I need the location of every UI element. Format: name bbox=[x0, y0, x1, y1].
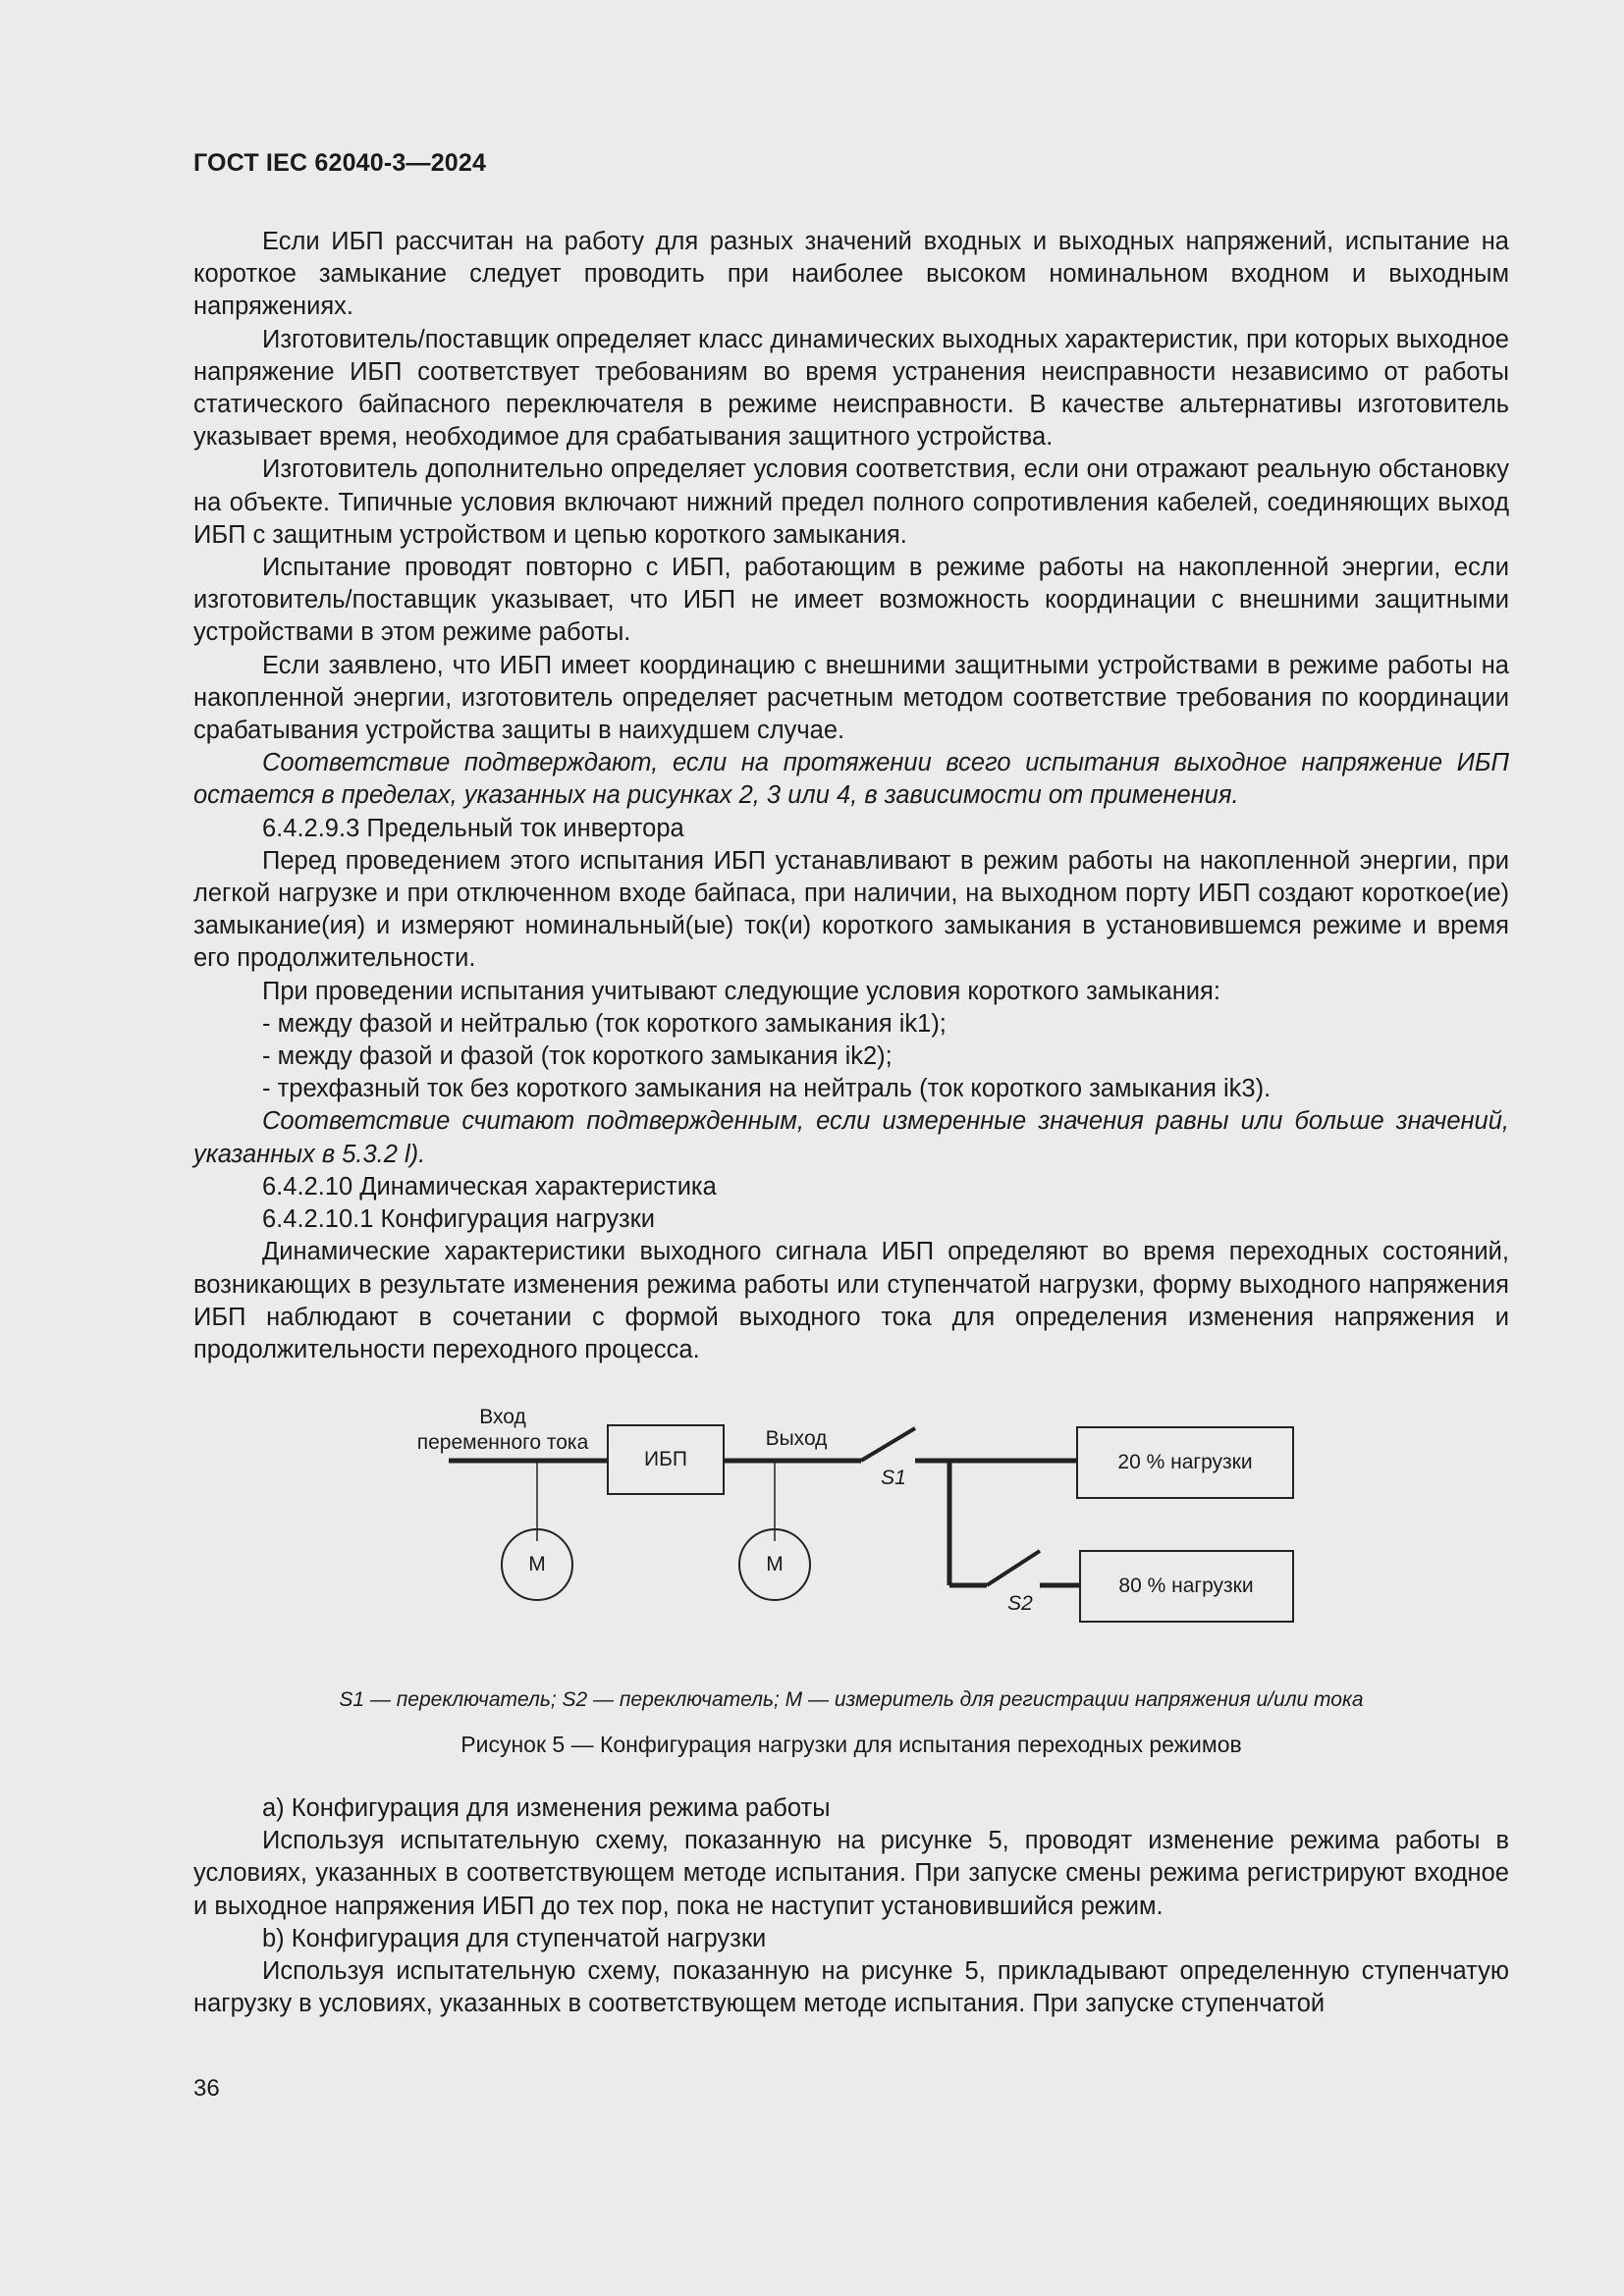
body-text bbox=[193, 226, 1509, 1366]
list-item-heading: а) Конфигурация для изменения режима работы bbox=[262, 1794, 831, 1822]
input-label-line2: переменного тока bbox=[416, 1431, 589, 1454]
paragraph: Если ИБП рассчитан на работу для разных значений входных и выходных напряжений, испытание на короткое замыкание следует проводить при наиболее высоком номинальном входном и выходным напряжениях. bbox=[193, 228, 1509, 321]
meter-1-label: M bbox=[528, 1553, 546, 1575]
load-80-label: 80 % нагрузки bbox=[1118, 1575, 1254, 1597]
section-heading: 6.4.2.9.3 Предельный ток инвертора bbox=[262, 814, 684, 842]
paragraph: Изготовитель дополнительно определяет условия соответствия, если они отражают реальную обстановку на объекте. Типичные условия включают нижний предел полного сопротивления кабелей, соединяющих выход ИБП с защитным устройством и цепью короткого замыкания. bbox=[193, 455, 1509, 549]
paragraph: Перед проведением этого испытания ИБП устанавливают в режим работы на накопленной энергии, при легкой нагрузке и при отключенном входе байпаса, при наличии, на выходном порту ИБП создают короткое(ие) замыкание(ия) и измеряют номинальный(ые) ток(и) короткого замыкания в установившемся режиме и время его продолжительности. bbox=[193, 846, 1509, 973]
load-20-label: 20 % нагрузки bbox=[1117, 1451, 1253, 1473]
section-heading: 6.4.2.10.1 Конфигурация нагрузки bbox=[262, 1205, 656, 1234]
section-heading: 6.4.2.10 Динамическая характеристика bbox=[262, 1172, 717, 1201]
circuit-diagram bbox=[193, 1394, 1509, 1688]
list-item: - трехфазный ток без короткого замыкания на нейтраль (ток короткого замыкания ik3). bbox=[262, 1075, 1272, 1103]
input-label-line1: Вход bbox=[479, 1406, 526, 1428]
paragraph: При проведении испытания учитывают следующие условия короткого замыкания: bbox=[262, 977, 1220, 1005]
list-item: - между фазой и нейтралью (ток короткого замыкания ik1); bbox=[262, 1009, 947, 1038]
paragraph: Динамические характеристики выходного сигнала ИБП определяют во время переходных состояний, возникающих в результате изменения режима работы или ступенчатой нагрузки, форму выходного напряжения ИБП наблюдают в сочетании с формой выходного тока для определения изменения напряжения и продолжительности переходного процесса. bbox=[193, 1238, 1509, 1363]
paragraph: Используя испытательную схему, показанную на рисунке 5, прикладывают определенную ступенчатую нагрузку в условиях, указанных в соответствующем методе испытания. При запуске ступенчатой bbox=[193, 1957, 1509, 2018]
compliance-statement: Соответствие считают подтвержденным, если измеренные значения равны или больше значений, указанных в 5.3.2 l). bbox=[193, 1107, 1509, 1168]
ups-label: ИБП bbox=[644, 1448, 687, 1470]
output-label: Выход bbox=[765, 1427, 828, 1450]
figure-caption: Рисунок 5 — Конфигурация нагрузки для испытания переходных режимов bbox=[460, 1732, 1242, 1757]
paragraph: Изготовитель/поставщик определяет класс динамических выходных характеристик, при которых выходное напряжение ИБП соответствует требованиям во время устранения неисправности независимо от работы статического байпасного переключателя в режиме неисправности. В качестве альтернативы изготовитель указывает время, необходимое для срабатывания защитного устройства. bbox=[193, 325, 1509, 452]
page-number: 36 bbox=[193, 2075, 220, 2102]
switch-s2-label: S2 bbox=[1007, 1592, 1033, 1615]
switch-s1-label: S1 bbox=[881, 1467, 906, 1489]
document-header: ГОСТ IEC 62040-3—2024 bbox=[193, 149, 487, 177]
switch-s2-blade bbox=[987, 1551, 1040, 1585]
compliance-statement: Соответствие подтверждают, если на протяжении всего испытания выходное напряжение ИБП остается в пределах, указанных на рисунках 2, 3 или 4, в зависимости от применения. bbox=[193, 749, 1509, 810]
list-item: - между фазой и фазой (ток короткого замыкания ik2); bbox=[262, 1042, 893, 1071]
paragraph: Если заявлено, что ИБП имеет координацию с внешними защитными устройствами в режиме работы на накопленной энергии, изготовитель определяет расчетным методом соответствие требования по координации срабатывания устройства защиты в наихудшем случае. bbox=[193, 651, 1509, 745]
figure-legend: S1 — переключатель; S2 — переключатель; M — измеритель для регистрации напряжения u/или тока bbox=[339, 1688, 1364, 1711]
list-item-heading: b) Конфигурация для ступенчатой нагрузки bbox=[262, 1924, 767, 1952]
paragraph: Используя испытательную схему, показанную на рисунке 5, проводят изменение режима работы в условиях, указанных в соответствующем методе испытания. При запуске смены режима регистрируют входное и выходное напряжения ИБП до тех пор, пока не наступит установившийся режим. bbox=[193, 1827, 1509, 1920]
paragraph: Испытание проводят повторно с ИБП, работающим в режиме работы на накопленной энергии, если изготовитель/поставщик указывает, что ИБП не имеет возможность координации с внешними защитными устройствами в этом режиме работы. bbox=[193, 554, 1509, 647]
switch-s1-blade bbox=[861, 1428, 915, 1461]
meter-2-label: M bbox=[766, 1553, 784, 1575]
body-text-continued bbox=[193, 1792, 1509, 2020]
figure-5-diagram bbox=[193, 1394, 1509, 1777]
